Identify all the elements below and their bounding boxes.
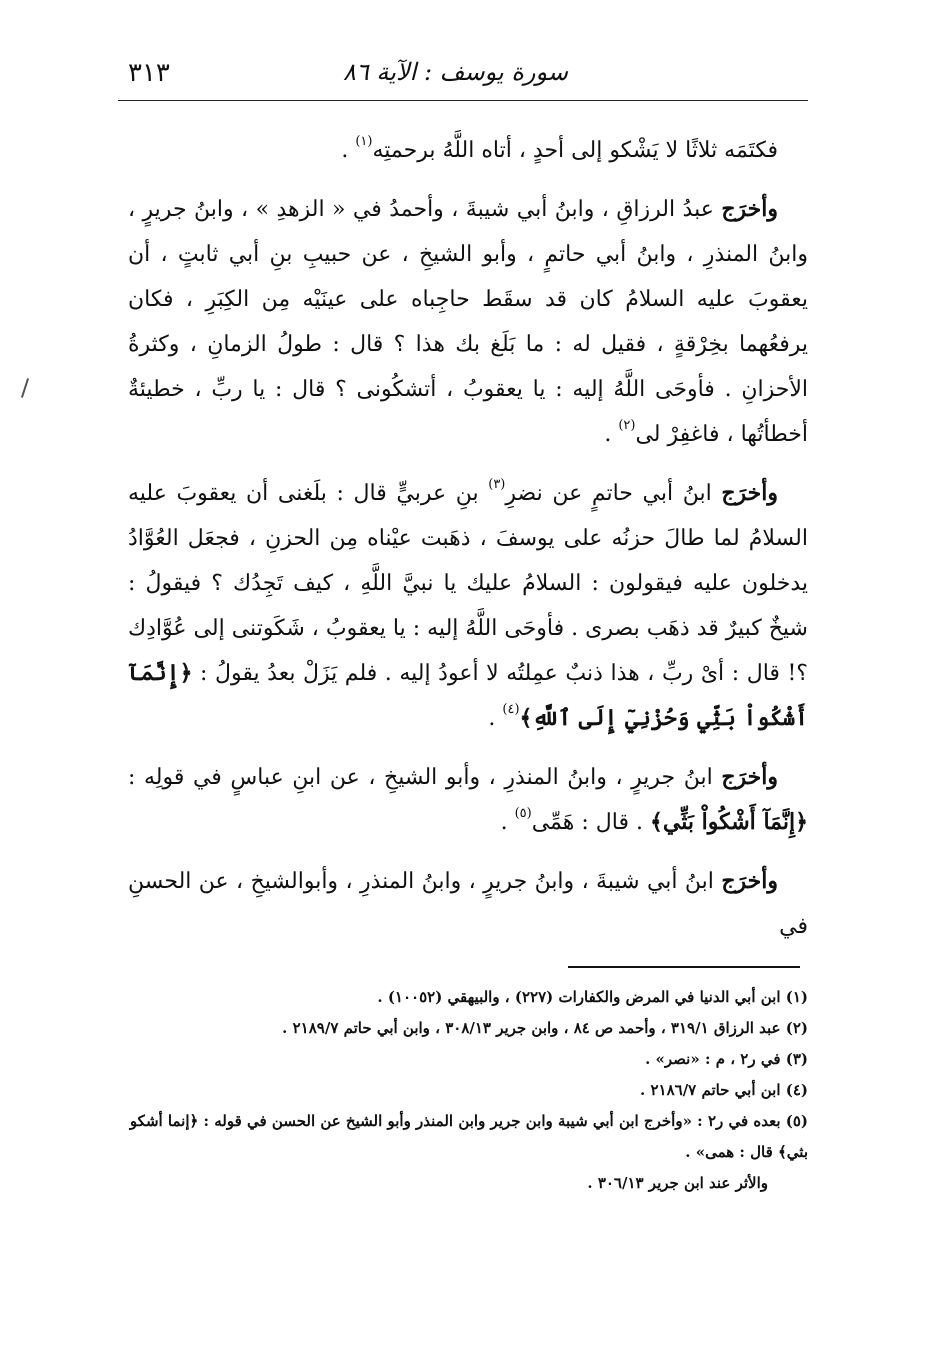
footnote-3: (٣) في ر٢ ، م : «نصر» . [645,1050,808,1068]
running-header [118,58,808,98]
quran-quote: ﴿إِنَّمَآ أَشْكُواْ بَثِّي وَحُزْنِيٓ إِلَى ٱللَّهِ﴾ [128,660,808,731]
paragraph-end: . [341,138,349,163]
quran-quote: ﴿إِنَّمَآ أَشْكُواْ بَثِّي﴾ [649,809,808,835]
footnote-1: (١) ابن أبي الدنيا في المرض والكفارات (٢٢٧) ، والبيهقي (١٠٠٥٢) . [377,988,808,1006]
paragraph-lead: وأخرَج [721,868,779,894]
footnote-4: (٤) ابن أبي حاتم ٢١٨٦/٧ . [640,1081,808,1099]
footnote-rule [568,966,800,968]
paragraph-text: فكتَمَه ثلاثًا لا يَشْكو إلى أحدٍ ، أتاه اللَّهُ برحمتِه [372,138,778,163]
paragraph-text-cont: . قال : هَمِّى [531,810,643,835]
header-rule [118,100,808,101]
footnote-ref: (٤) [502,702,520,717]
paragraph-end: . [488,706,496,731]
footnote-ref: (٥) [514,806,532,821]
paragraph-1 [128,128,808,173]
paragraph-lead: وأخرَج [721,196,778,222]
margin-mark [21,378,29,398]
paragraph-2 [128,187,808,457]
footnote-ref: (١) [355,134,373,149]
footnote-5-cont: والأثر عند ابن جرير ٣٠٦/١٣ . [587,1174,768,1192]
footnote-2: (٢) عبد الرزاق ٣١٩/١ ، وأحمد ص ٨٤ ، وابن جرير ٣٠٨/١٣ ، وابن أبي حاتم ٢١٨٩/٧ . [282,1019,808,1037]
page-number: ٣١٣ [128,58,170,88]
paragraph-end: . [604,422,612,447]
paragraph-text-cont: بنِ عربيٍّ قال : بلَغنى أن يعقوبَ عليه السلامُ لما طالَ حزنُه على يوسفَ ، ذهَبت عيْناه مِن الحزنِ ، فجعَل العُوَّادُ يدخلون عليه فيقولون : السلامُ عليك يا نبيَّ اللَّهِ ، كيف تَجِدُك ؟ فيقولُ : شيخٌ كبيرٌ قد ذهَب بصرى . فأوحَى اللَّهُ إليه : يا يعقوبُ ، شَكَوتنى إلى عُوَّادِك ؟! قال : أىْ ربِّ ، هذا ذنبٌ عمِلتُه لا أعودُ إليه . فلم يَزَلْ بعدُ يقولُ : [128,481,808,686]
paragraph-lead: وأخرَج [721,480,779,506]
footnote-ref: (٢) [618,418,636,433]
paragraph-5 [128,859,808,949]
footnote-5: (٥) بعده في ر٢ : «وأخرج ابن أبي شيبة وابن جرير وابن المنذر وأبو الشيخ عن الحسن في قوله : ﴿إنما أشكو بثي﴾ قال : همى» . [129,1112,808,1161]
header-title: سورة يوسف : الآية ٨٦ [343,58,568,86]
paragraph-text: ابنُ أبي حاتمٍ عن نضرِ [505,481,712,506]
paragraph-3 [128,471,808,741]
paragraph-text: ابنُ أبي شيبةَ ، وابنُ جريرٍ ، وابنُ المنذرِ ، وأبوالشيخِ ، عن الحسنِ في [128,869,808,939]
paragraph-text: ابنُ جريرٍ ، وابنُ المنذرِ ، وأبو الشيخِ ، عن ابنِ عباسٍ في قولِه : [128,765,713,790]
footnotes [128,982,808,1199]
footnote-ref: (٣) [488,477,506,492]
paragraph-end: . [500,810,508,835]
paragraph-text: عبدُ الرزاقِ ، وابنُ أبي شيبةَ ، وأحمدُ في « الزهدِ » ، وابنُ جريرٍ ، وابنُ المنذرِ ، وابنُ أبي حاتمٍ ، وأبو الشيخِ ، عن حبيبِ بنِ أبي ثابتٍ ، أن يعقوبَ عليه السلامُ كان قد سقَط حاجِباه على عينَيْه مِن الكِبَرِ ، فكان يرفعُهما بخِرْقةٍ ، فقيل له : ما بَلَغ بك هذا ؟ قال : طولُ الزمانِ ، وكثرةُ الأحزانِ . فأوحَى اللَّهُ إليه : يا يعقوبُ ، أتشكُونى ؟ قال : يا ربِّ ، خطيئةٌ أخطأتُها ، فاغفِرْ لى [128,197,808,447]
paragraph-4 [128,755,808,845]
main-text [128,128,808,963]
paragraph-lead: وأخرَج [721,764,778,790]
